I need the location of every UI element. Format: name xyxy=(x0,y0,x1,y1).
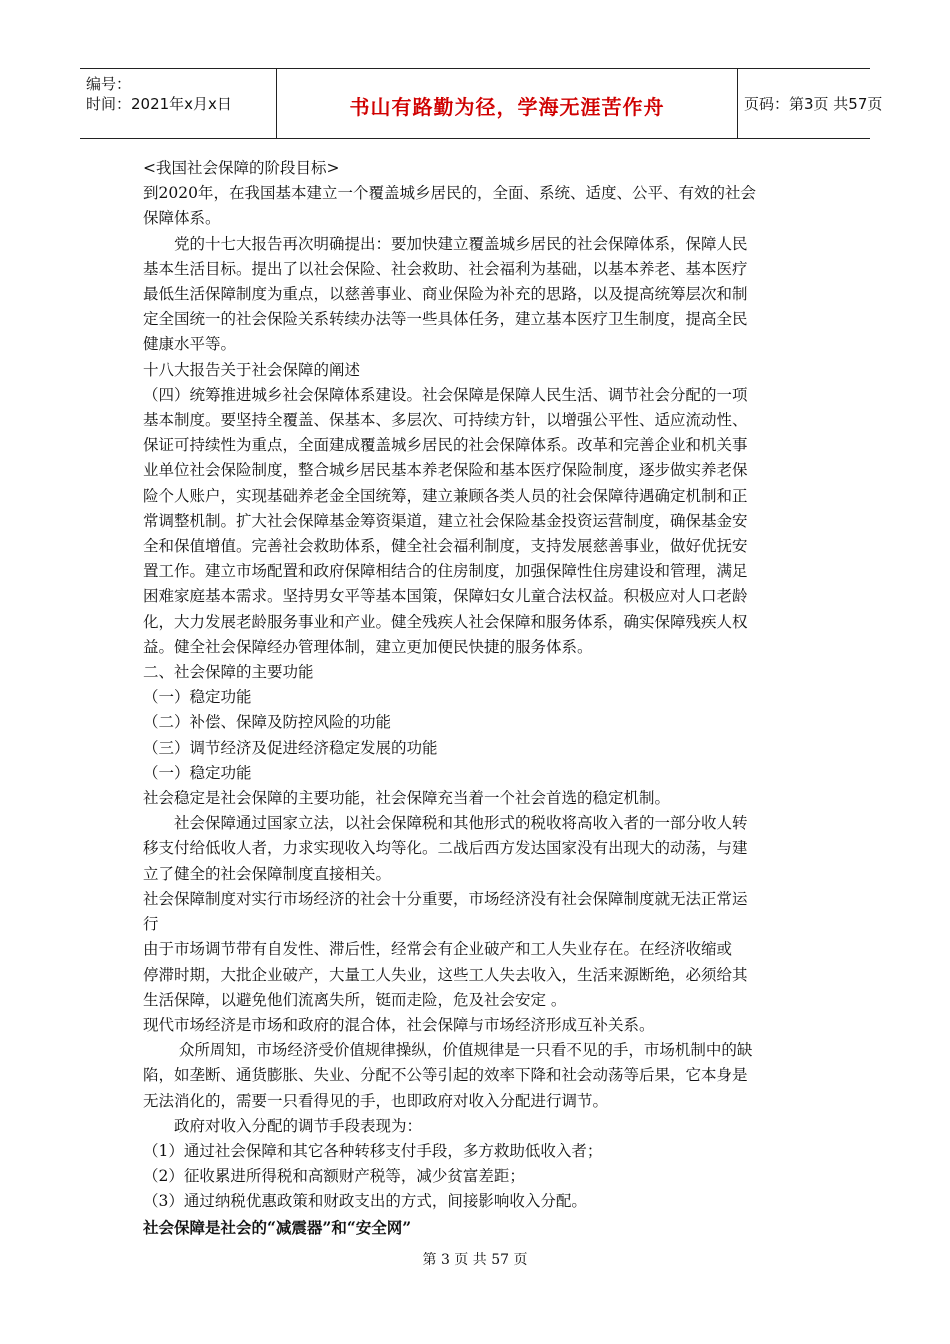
text-line: 无法消化的，需要一只看得见的手，也即政府对收入分配进行调节。 xyxy=(143,1091,609,1110)
text-line: （2）征收累进所得税和高额财产税等，减少贫富差距； xyxy=(143,1167,525,1186)
document-number-label: 编号： xyxy=(86,75,132,93)
text-line: 停滞时期，大批企业破产，大量工人失业，这些工人失去收入，生活来源断绝，必须给其 xyxy=(143,965,748,984)
header-page-number: 页码：第3页 共57页 xyxy=(744,95,883,113)
text-line: （3）通过纳税优惠政策和财政支出的方式，间接影响收入分配。 xyxy=(143,1192,587,1211)
page-footer: 第 3 页 共 57 页 xyxy=(422,1252,528,1268)
text-line: <我国社会保障的阶段目标> xyxy=(143,159,340,177)
text-line: 定全国统一的社会保险关系转续办法等一些具体任务，建立基本医疗卫生制度，提高全民 xyxy=(143,310,748,329)
text-line: 陷，如垄断、通货膨胀、失业、分配不公等引起的效率下降和社会动荡等后果，它本身是 xyxy=(143,1066,748,1085)
text-line: （一）稳定功能 xyxy=(143,763,252,782)
text-line: 全和保值增值。完善社会救助体系，健全社会福利制度，支持发展慈善事业，做好优抚安 xyxy=(143,537,748,556)
text-line: 生活保障，以避免他们流离失所，铤而走险，危及社会安定 。 xyxy=(143,990,567,1009)
text-line: 社会保障通过国家立法，以社会保障税和其他形式的税收将高收入者的一部分收人转 xyxy=(143,814,748,833)
text-line: 业单位社会保险制度，整合城乡居民基本养老保险和基本医疗保险制度，逐步做实养老保 xyxy=(143,461,748,480)
header-meta-cell xyxy=(80,69,277,138)
text-line: 众所周知，市场经济受价值规律操纵，价值规律是一只看不见的手，市场机制中的缺 xyxy=(143,1041,753,1060)
header-motto-cell xyxy=(277,69,738,138)
text-line: 保障体系。 xyxy=(143,209,221,228)
header-motto: 书山有路勤为径，学海无涯苦作舟 xyxy=(349,95,665,119)
text-line: 政府对收入分配的调节手段表现为： xyxy=(143,1116,423,1135)
text-line: （1）通过社会保障和其它各种转移支付手段，多方救助低收入者； xyxy=(143,1141,603,1160)
text-line: 保证可持续性为重点，全面建成覆盖城乡居民的社会保障体系。改革和完善企业和机关事 xyxy=(143,436,748,455)
text-line: 常调整机制。扩大社会保障基金筹资渠道，建立社会保险基金投资运营制度，确保基金安 xyxy=(143,511,748,530)
text-line: （二）补偿、保障及防控风险的功能 xyxy=(143,713,392,732)
text-line: （三）调节经济及促进经济稳定发展的功能 xyxy=(143,738,438,757)
text-line: 化，大力发展老龄服务事业和产业。健全残疾人社会保障和服务体系，确实保障残疾人权 xyxy=(143,612,748,631)
text-line: 健康水平等。 xyxy=(143,335,237,354)
text-line: 社会保障制度对实行市场经济的社会十分重要，市场经济没有社会保障制度就无法正常运 xyxy=(143,889,748,908)
text-line: 最低生活保障制度为重点，以慈善事业、商业保险为补充的思路，以及提高统筹层次和制 xyxy=(143,285,748,304)
text-line: 由于市场调节带有自发性、滞后性，经常会有企业破产和工人失业存在。在经济收缩或 xyxy=(143,940,733,959)
text-line: 基本生活目标。提出了以社会保险、社会救助、社会福利为基础，以基本养老、基本医疗 xyxy=(143,259,748,278)
text-line: 现代市场经济是市场和政府的混合体，社会保障与市场经济形成互补关系。 xyxy=(143,1015,655,1034)
text-line: 置工作。建立市场配置和政府保障相结合的住房制度，加强保障性住房建设和管理，满足 xyxy=(143,562,748,581)
text-line: 益。健全社会保障经办管理体制，建立更加便民快捷的服务体系。 xyxy=(143,637,593,656)
text-line: 二、社会保障的主要功能 xyxy=(143,663,314,682)
text-line: 移支付给低收人者，力求实现收入均等化。二战后西方发达国家没有出现大的动荡，与建 xyxy=(143,839,748,858)
text-line: 险个人账户，实现基础养老金全国统筹，建立兼顾各类人员的社会保障待遇确定机制和正 xyxy=(143,486,748,505)
text-line: 社会稳定是社会保障的主要功能，社会保障充当着一个社会首选的稳定机制。 xyxy=(143,789,671,808)
header-page-cell xyxy=(738,69,883,138)
text-line: 立了健全的社会保障制度直接相关。 xyxy=(143,864,392,883)
text-line: 行 xyxy=(143,915,159,934)
document-time-label: 时间：2021年x月x日 xyxy=(86,95,232,113)
document-body xyxy=(143,156,811,1240)
text-line: 基本制度。要坚持全覆盖、保基本、多层次、可持续方针，以增强公平性、适应流动性、 xyxy=(143,411,748,430)
text-line: 到2020年，在我国基本建立一个覆盖城乡居民的，全面、系统、适度、公平、有效的社会 xyxy=(143,184,756,203)
page-header xyxy=(80,68,883,139)
text-line: 十八大报告关于社会保障的阐述 xyxy=(143,360,361,379)
text-line: （一）稳定功能 xyxy=(143,688,252,707)
text-line: 党的十七大报告再次明确提出：要加快建立覆盖城乡居民的社会保障体系，保障人民 xyxy=(143,234,748,253)
closing-heading: 社会保障是社会的“减震器”和“安全网” xyxy=(143,1217,412,1237)
text-line: （四）统筹推进城乡社会保障体系建设。社会保障是保障人民生活、调节社会分配的一项 xyxy=(143,385,748,404)
text-line: 困难家庭基本需求。坚持男女平等基本国策，保障妇女儿童合法权益。积极应对人口老龄 xyxy=(143,587,748,606)
